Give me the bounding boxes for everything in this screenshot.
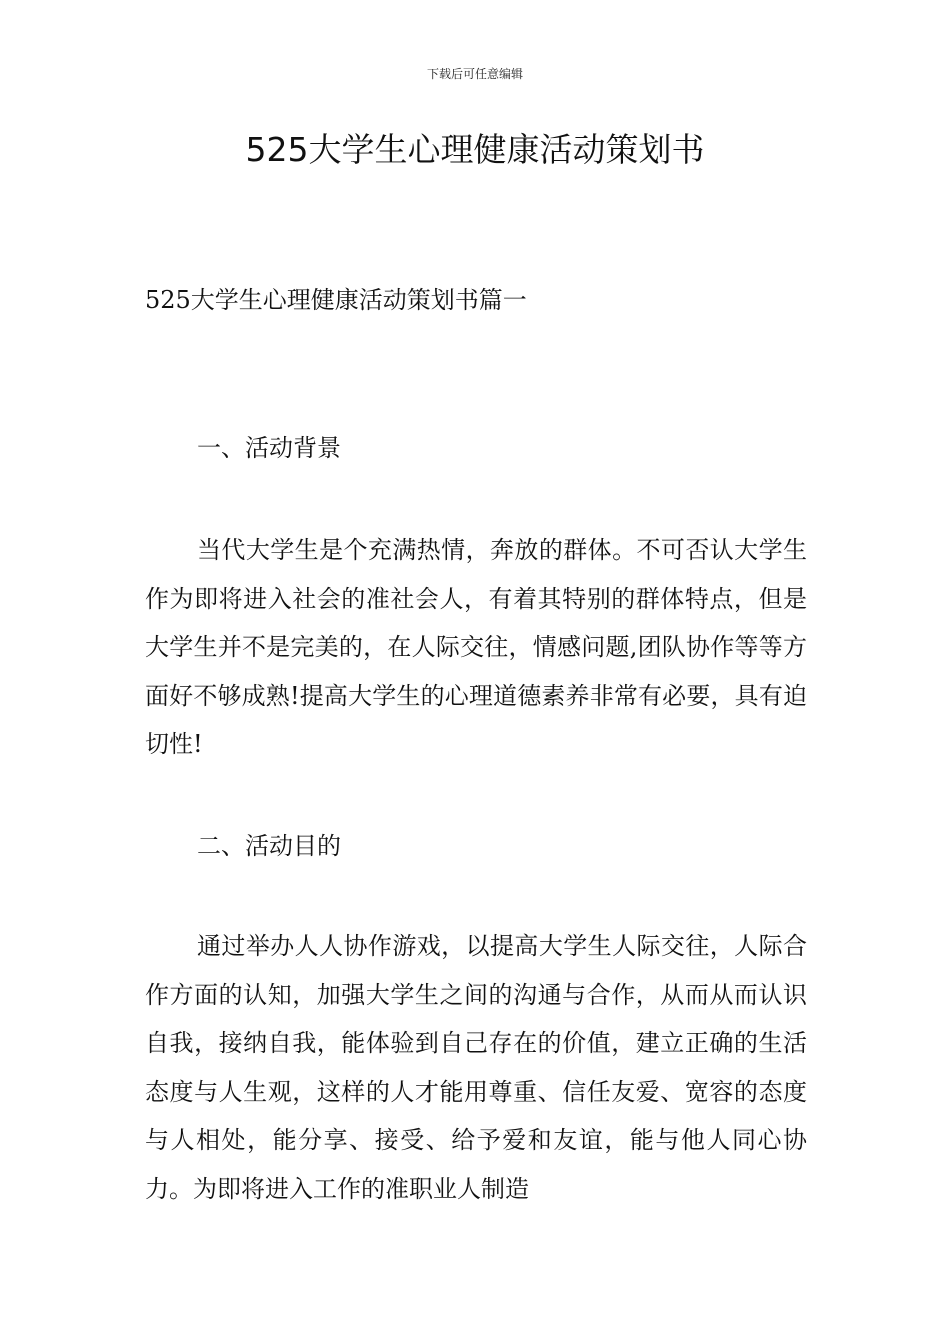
section-paragraph-background: 当代大学生是个充满热情，奔放的群体。不可否认大学生作为即将进入社会的准社会人，有着其特别的群体特点，但是大学生并不是完美的，在人际交往，情感问题,团队协作等等方面好不够成熟!提高大学生的心理道德素养非常有必要，具有迫切性! <box>145 536 807 758</box>
document-subtitle: 525大学生心理健康活动策划书篇一 <box>145 286 527 314</box>
section-heading-background: 一、活动背景 <box>197 434 341 462</box>
section-heading-purpose: 二、活动目的 <box>197 832 341 860</box>
document-title: 525大学生心理健康活动策划书 <box>245 130 705 169</box>
section-paragraph-purpose: 通过举办人人协作游戏，以提高大学生人际交往，人际合作方面的认知，加强大学生之间的沟通与合作，从而从而认识自我，接纳自我，能体验到自己存在的价值，建立正确的生活态度与人生观，这样的人才能用尊重、信任友爱、宽容的态度与人相处，能分享、接受、给予爱和友谊，能与他人同心协力。为即将进入工作的准职业人制造 <box>145 932 807 1203</box>
header-note: 下载后可任意编辑 <box>426 67 523 81</box>
